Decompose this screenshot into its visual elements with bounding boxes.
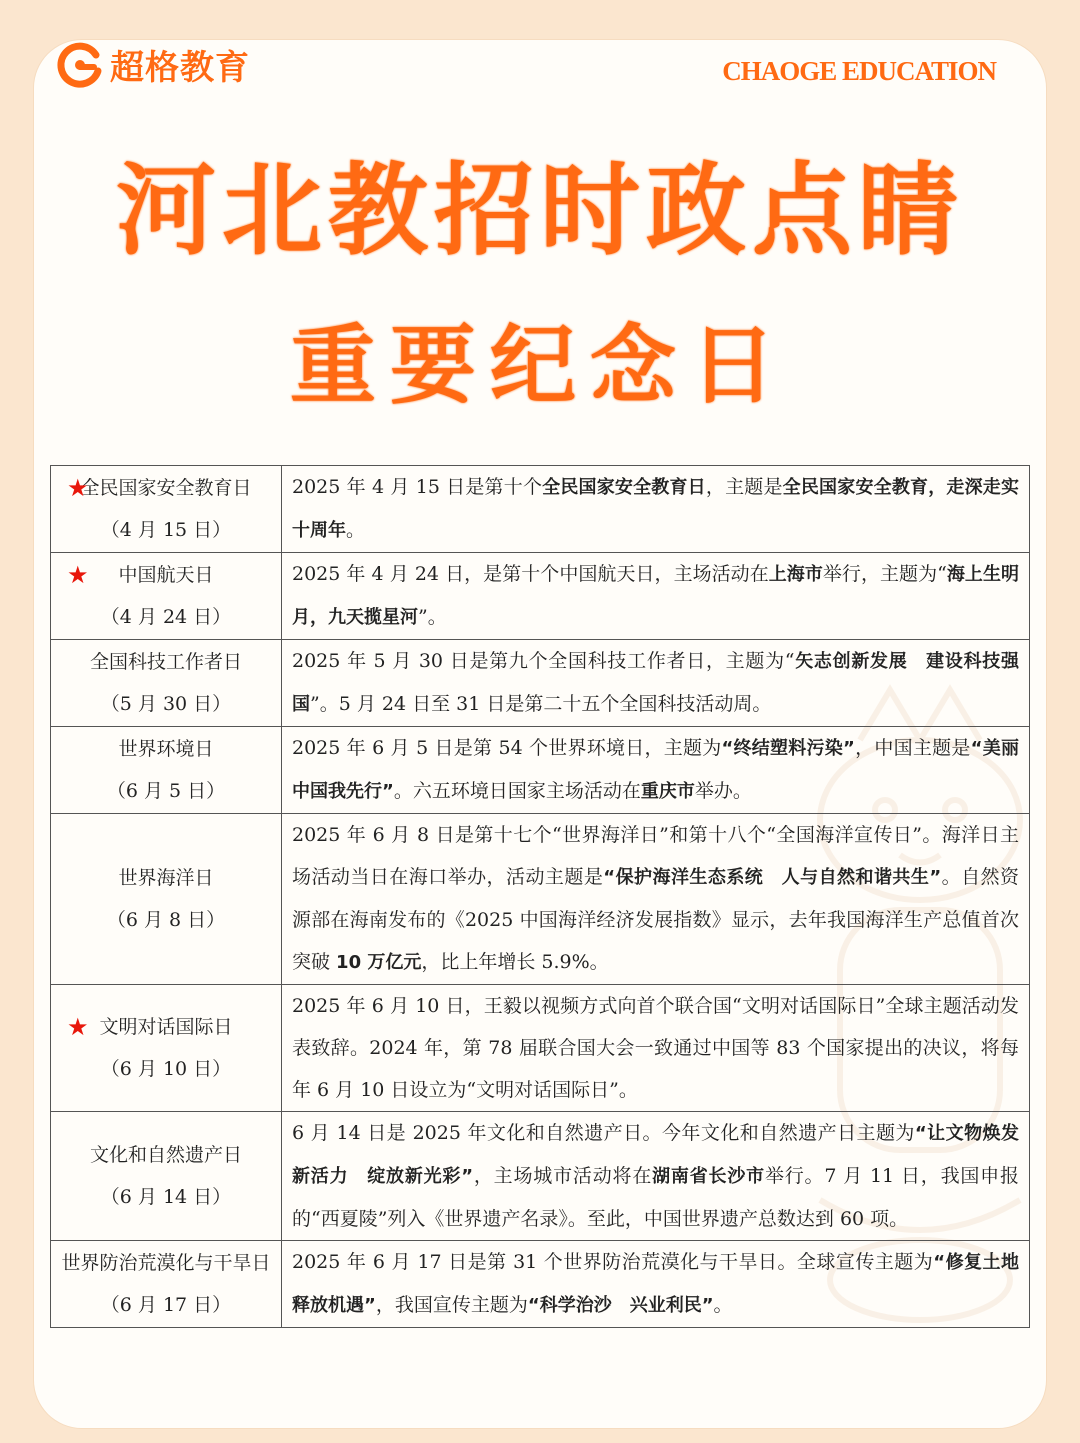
description-text: 2025 年 6 月 17 日是第 31 个世界防治荒漠化与干旱日。全球宣传主题为 — [292, 1251, 934, 1273]
day-date: （5 月 30 日） — [100, 693, 232, 715]
description-text: ”。 — [418, 606, 447, 628]
day-description — [282, 814, 1030, 985]
description-text: 。 — [713, 1294, 733, 1316]
day-name: 世界海洋日 — [118, 867, 214, 889]
highlight-text: “科学治沙 兴业利民” — [527, 1295, 714, 1316]
highlight-text: 海上生明月，九天揽星河 — [292, 564, 1020, 628]
highlight-text: 湖南省长沙市 — [652, 1166, 765, 1187]
day-description — [282, 1241, 1037, 1328]
day-name-cell — [51, 640, 282, 727]
day-name-cell — [51, 985, 282, 1112]
star-icon: ★ — [67, 1013, 89, 1041]
description-text: 。自然资源部在海南发布的《2025 中国海洋经济发展指数》显示，去年我国海洋生产总值首次突破 — [292, 866, 1019, 973]
description-text: ，主场城市活动将在 — [473, 1165, 653, 1187]
day-description — [282, 466, 1030, 553]
day-date: （6 月 14 日） — [100, 1186, 232, 1208]
description-text: ，中国主题是 — [854, 737, 971, 759]
day-date: （6 月 17 日） — [100, 1294, 232, 1316]
day-description — [282, 727, 1030, 814]
highlight-text: “修复土地 释放机遇” — [292, 1252, 1037, 1316]
logo-text: 超格教育 — [110, 48, 250, 88]
day-date: （4 月 24 日） — [100, 606, 232, 628]
table-row — [51, 1241, 1030, 1328]
table-row — [51, 985, 1030, 1112]
description-text: 举行。7 月 11 日，我国申报的“西夏陵”列入《世界遗产名录》。至此，中国世界遗产总数达到 60 项。 — [292, 1165, 1019, 1230]
description-text: ”。5 月 24 日至 31 日是第二十五个全国科技活动周。 — [310, 693, 772, 715]
description-text: 。 — [346, 519, 366, 541]
star-icon: ★ — [67, 474, 89, 502]
day-name: 全民国家安全教育日 — [80, 477, 252, 499]
table-row — [51, 727, 1030, 814]
highlight-text: “终结塑料污染” — [721, 738, 855, 759]
description-text: 举办。 — [694, 780, 752, 802]
description-text: 2025 年 6 月 5 日是第 54 个世界环境日，主题为 — [292, 737, 722, 759]
day-date: （6 月 8 日） — [106, 909, 226, 931]
table-row — [51, 553, 1030, 640]
brand-logo — [56, 40, 250, 89]
day-name: 全国科技工作者日 — [89, 651, 242, 673]
highlight-text: 10 万亿元 — [336, 952, 422, 973]
description-text: ，比上年增长 5.9%。 — [421, 951, 609, 973]
description-text: 2025 年 4 月 15 日是第十个 — [292, 476, 543, 498]
day-description — [282, 1112, 1030, 1241]
day-name: 世界环境日 — [118, 738, 214, 760]
highlight-text: 矢志创新发展 建设科技强国 — [292, 651, 1020, 715]
day-name-cell — [51, 553, 282, 640]
day-name-cell — [51, 814, 282, 985]
description-text: 2025 年 6 月 8 日是第十七个“世界海洋日”和第十八个“全国海洋宣传日”。海洋日主场活动当日在海口举办，活动主题是 — [292, 824, 1019, 888]
description-text: 2025 年 5 月 30 日是第九个全国科技工作者日，主题为“ — [292, 650, 795, 672]
star-icon: ★ — [67, 561, 89, 589]
highlight-text: “美丽中国我先行” — [292, 738, 1019, 802]
day-name-cell — [51, 466, 282, 553]
day-description — [282, 640, 1030, 727]
description-text: 举行，主题为“ — [822, 563, 947, 585]
memorial-days-table — [50, 465, 1037, 1328]
highlight-text: 全民国家安全教育日 — [542, 477, 706, 498]
description-text: 2025 年 6 月 10 日，王毅以视频方式向首个联合国“文明对话国际日”全球主题活动发表致辞。2024 年，第 78 届联合国大会一致通过中国等 83 个国家提出的决议，将每年 6 月 10 日设立为“文明对话国际日”。 — [292, 995, 1019, 1101]
highlight-text: 重庆市 — [640, 781, 695, 802]
description-text: ，我国宣传主题为 — [375, 1294, 528, 1316]
highlight-text: 上海市 — [768, 564, 823, 585]
table-row — [51, 1112, 1030, 1241]
table-row — [51, 814, 1030, 985]
brand-english-name: CHAOGE EDUCATION — [722, 56, 996, 86]
highlight-text: “保护海洋生态系统 人与自然和谐共生” — [603, 867, 942, 888]
day-description — [282, 553, 1030, 640]
description-text: 6 月 14 日是 2025 年文化和自然遗产日。今年文化和自然遗产日主题为 — [292, 1122, 915, 1144]
description-text: 。六五环境日国家主场活动在 — [393, 780, 641, 802]
day-date: （6 月 10 日） — [100, 1058, 232, 1080]
description-text: ，主题是 — [705, 476, 783, 498]
page-subtitle: 重要纪念日 — [290, 316, 790, 416]
day-name: 中国航天日 — [118, 564, 214, 586]
page-title: 河北教招时政点睛 — [116, 152, 964, 269]
chaoge-logo-icon — [56, 41, 104, 89]
day-date: （4 月 15 日） — [100, 519, 232, 541]
table-row — [51, 466, 1030, 553]
day-name: 世界防治荒漠化与干旱日 — [61, 1252, 271, 1274]
description-text: 2025 年 4 月 24 日，是第十个中国航天日，主场活动在 — [292, 563, 769, 585]
day-date: （6 月 5 日） — [106, 780, 226, 802]
highlight-text: “让文物焕发新活力 绽放新光彩” — [292, 1123, 1019, 1187]
table-row — [51, 640, 1030, 727]
day-name: 文明对话国际日 — [99, 1016, 233, 1038]
day-name: 文化和自然遗产日 — [89, 1144, 242, 1166]
highlight-text: 全民国家安全教育，走深走实十周年 — [292, 477, 1019, 541]
day-name-cell — [51, 727, 282, 814]
day-name-cell — [51, 1112, 282, 1241]
day-description — [282, 985, 1030, 1112]
day-name-cell — [51, 1241, 282, 1328]
